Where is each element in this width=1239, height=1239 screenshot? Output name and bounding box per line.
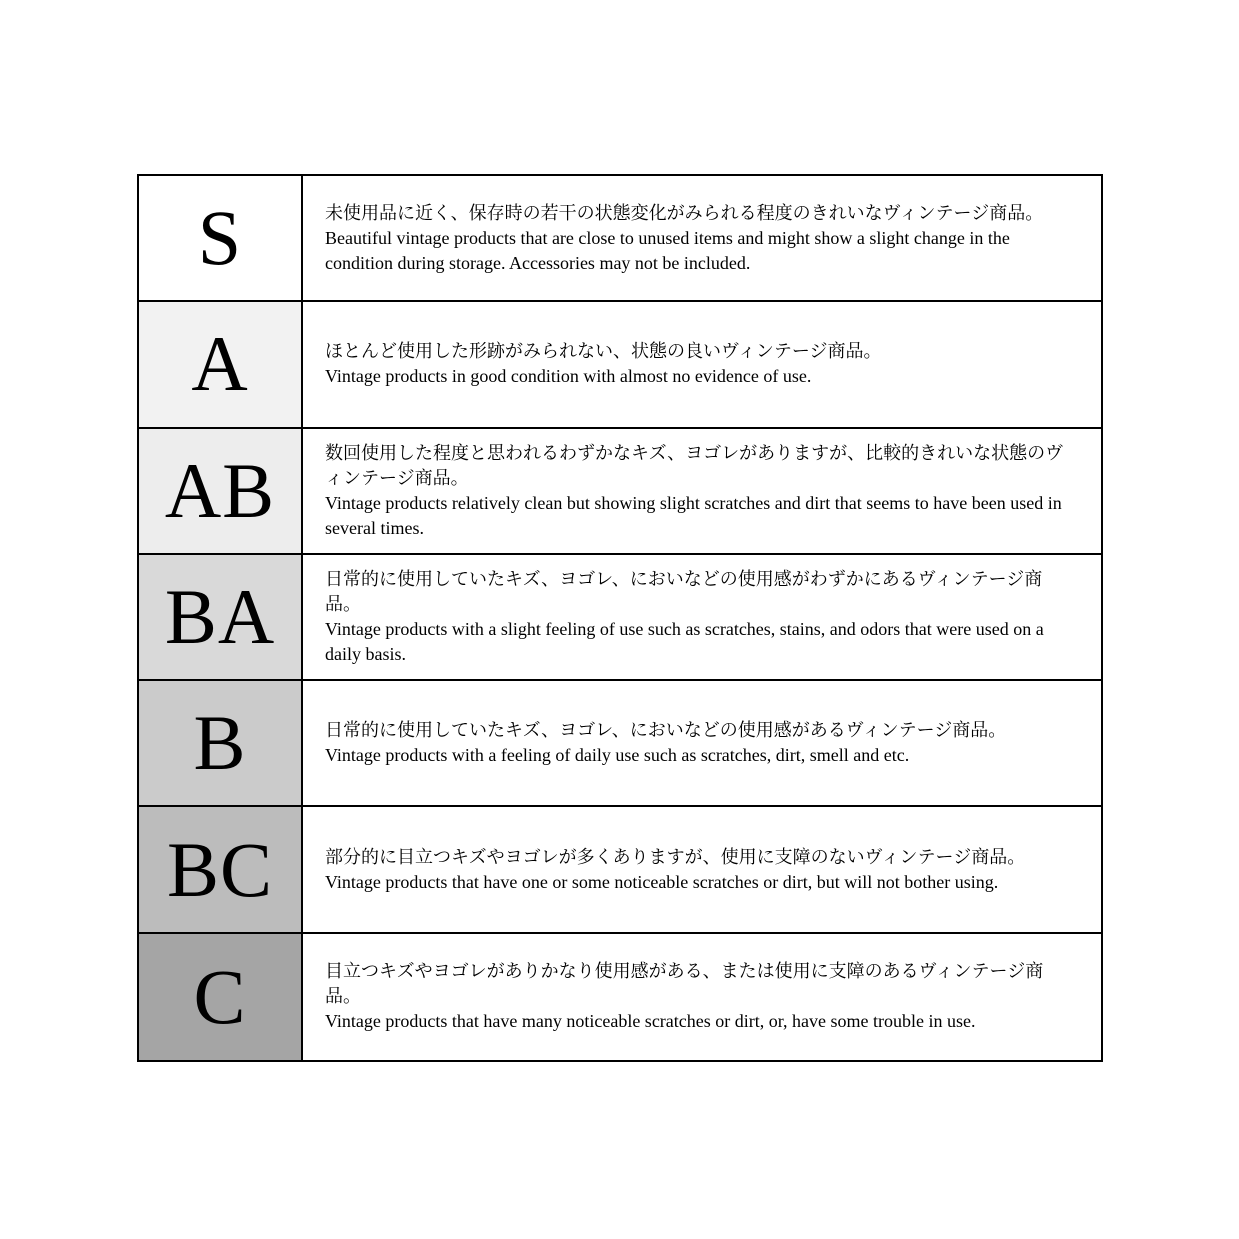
description-japanese: 日常的に使用していたキズ、ヨゴレ、においなどの使用感があるヴィンテージ商品。 xyxy=(325,720,1007,741)
grade-label: BC xyxy=(166,825,274,913)
grade-cell xyxy=(139,681,303,807)
grade-cell xyxy=(139,176,303,302)
description-cell xyxy=(303,934,1101,1060)
description-japanese: 日常的に使用していたキズ、ヨゴレ、においなどの使用感がわずかにあるヴィンテージ商品。 xyxy=(325,568,1043,614)
description-english: Vintage products that have one or some noticeable scratches or dirt, but will not bother using. xyxy=(325,871,999,892)
grade-cell xyxy=(139,807,303,933)
grade-label: S xyxy=(197,194,243,282)
description-cell xyxy=(303,302,1101,428)
description-english: Vintage products with a slight feeling of use such as scratches, stains, and odors that were used on a daily basis. xyxy=(325,618,1044,664)
grade-cell xyxy=(139,934,303,1060)
grade-label: BA xyxy=(164,572,276,660)
description-english: Vintage products in good condition with almost no evidence of use. xyxy=(325,366,812,387)
grade-label: B xyxy=(193,699,247,787)
description-cell xyxy=(303,176,1101,302)
description-japanese: ほとんど使用した形跡がみられない、状態の良いヴィンテージ商品。 xyxy=(325,341,882,362)
grade-cell xyxy=(139,429,303,555)
description-cell xyxy=(303,681,1101,807)
grade-cell xyxy=(139,555,303,681)
description-cell xyxy=(303,555,1101,681)
description-japanese: 部分的に目立つキズやヨゴレが多くありますが、使用に支障のないヴィンテージ商品。 xyxy=(325,846,1026,867)
description-cell xyxy=(303,429,1101,555)
grade-label: AB xyxy=(164,446,276,534)
description-english: Vintage products relatively clean but showing slight scratches and dirt that seems to have been used in several times. xyxy=(325,492,1062,538)
description-english: Vintage products with a feeling of daily use such as scratches, dirt, smell and etc. xyxy=(325,745,910,766)
description-japanese: 数回使用した程度と思われるわずかなキズ、ヨゴレがありますが、比較的きれいな状態のヴィンテージ商品。 xyxy=(325,442,1064,488)
description-japanese: 未使用品に近く、保存時の若干の状態変化がみられる程度のきれいなヴィンテージ商品。 xyxy=(325,202,1044,223)
condition-grade-table xyxy=(137,174,1103,1062)
description-english: Vintage products that have many noticeable scratches or dirt, or, have some trouble in use. xyxy=(325,1011,976,1032)
description-japanese: 目立つキズやヨゴレがありかなり使用感がある、または使用に支障のあるヴィンテージ商品。 xyxy=(325,961,1044,1007)
description-english: Beautiful vintage products that are close to unused items and might show a slight change in the condition during storage. Accessories may not be included. xyxy=(325,227,1010,273)
grade-label: C xyxy=(193,952,247,1040)
grade-cell xyxy=(139,302,303,428)
description-cell xyxy=(303,807,1101,933)
grade-label: A xyxy=(191,320,249,408)
